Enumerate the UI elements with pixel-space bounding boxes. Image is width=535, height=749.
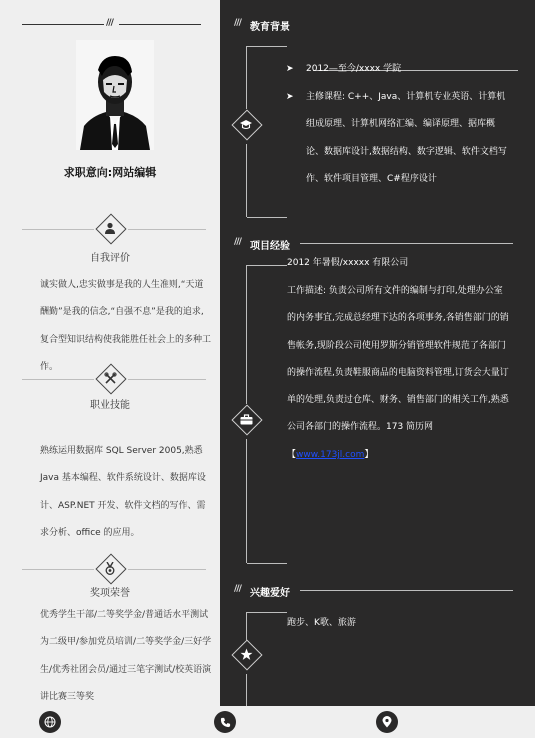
section-marker: /// [106,18,113,28]
user-icon [98,216,122,240]
section-title: 教育背景 [250,22,290,33]
divider-line [247,612,287,613]
section-marker: /// [234,237,241,247]
self-eval-text: 诚实做人,忠实做事是我的人生准则,“天道酬勤”是我的信念,“自强不息”是我的追求,复合型知识结构使我能胜任社会上的多种工作。 [40,280,212,372]
star-icon [234,642,258,666]
location-icon[interactable] [376,711,398,733]
briefcase-icon [234,407,258,431]
divider-line [22,24,104,25]
medal-icon [98,556,122,580]
timeline-line [246,612,247,641]
divider-line [128,229,206,230]
divider-line [300,243,513,244]
experience-desc: 工作描述: 负责公司所有文件的编制与打印,处理办公室的内务事宜,完成总经理下达的各项事务,各销售部门的销售帐务,现阶段公司使用罗斯分销管理软件规范了各部门的操作流程,负责鞋服商品的电脑资料管理,订货会大量订单的处理,负责过仓库、财务、销售部门的相关工作,熟悉公司各部门的操作流程。173 简历网【www.173jl.com】 [287,286,509,460]
hobby-text: 跑步、K歌、旅游 [287,618,356,628]
timeline-line [246,674,247,706]
job-target: 求职意向:网站编辑 [63,166,157,179]
experience-period: 2012 年暑假/xxxxx 有限公司 [287,258,409,268]
section-title: 项目经验 [250,241,290,252]
globe-icon[interactable] [39,711,61,733]
tools-icon [98,366,122,390]
section-marker: /// [234,18,241,28]
left-column [0,0,220,749]
divider-line [300,590,513,591]
website-link[interactable]: www.173jl.com [296,449,365,460]
section-title: 奖项荣誉 [90,588,130,599]
education-period: 2012—至今/xxxx 学院 [306,64,402,74]
divider-line [22,379,94,380]
timeline-line [246,46,247,109]
divider-line [128,379,206,380]
bullet-arrow: ➤ [286,64,294,74]
divider-line [22,229,94,230]
bullet-arrow: ➤ [286,92,294,102]
divider-line [247,217,287,218]
section-marker: /// [234,584,241,594]
portrait-icon [76,40,154,150]
divider-line [247,46,287,47]
phone-icon[interactable] [214,711,236,733]
right-column [220,0,535,749]
education-courses: 主修课程: C++、Java、计算机专业英语、计算机组成原理、计算机网络汇编、编译原理、据库概论、数据库设计,数据结构、数字逻辑、软件文档写作、软件项目管理、C#程序设计 [306,92,507,184]
skills-text: 熟练运用数据库 SQL Server 2005,熟悉 Java 基本编程、软件系统设计、数据库设计、ASP.NET 开发、软件文档的写作、需求分析、office 的应用。 [40,446,206,538]
footer-strip [0,738,535,749]
divider-line [247,265,287,266]
contact-bar [0,706,535,738]
timeline-line [246,144,247,217]
section-title: 自我评价 [90,253,130,264]
timeline-line [246,265,247,404]
awards-text: 优秀学生干部/二等奖学金/普通话水平测试为二级甲/参加党员培训/二等奖学金/三好学生/优秀社团会员/通过三笔字测试/校英语演讲比赛三等奖 [40,610,212,702]
divider-line [247,563,287,564]
divider-line [119,24,201,25]
portrait-photo [76,40,154,150]
section-title: 兴趣爱好 [250,588,290,599]
divider-line [22,569,94,570]
graduation-icon [234,112,258,136]
timeline-line [246,439,247,563]
divider-line [128,569,206,570]
section-title: 职业技能 [90,400,130,411]
